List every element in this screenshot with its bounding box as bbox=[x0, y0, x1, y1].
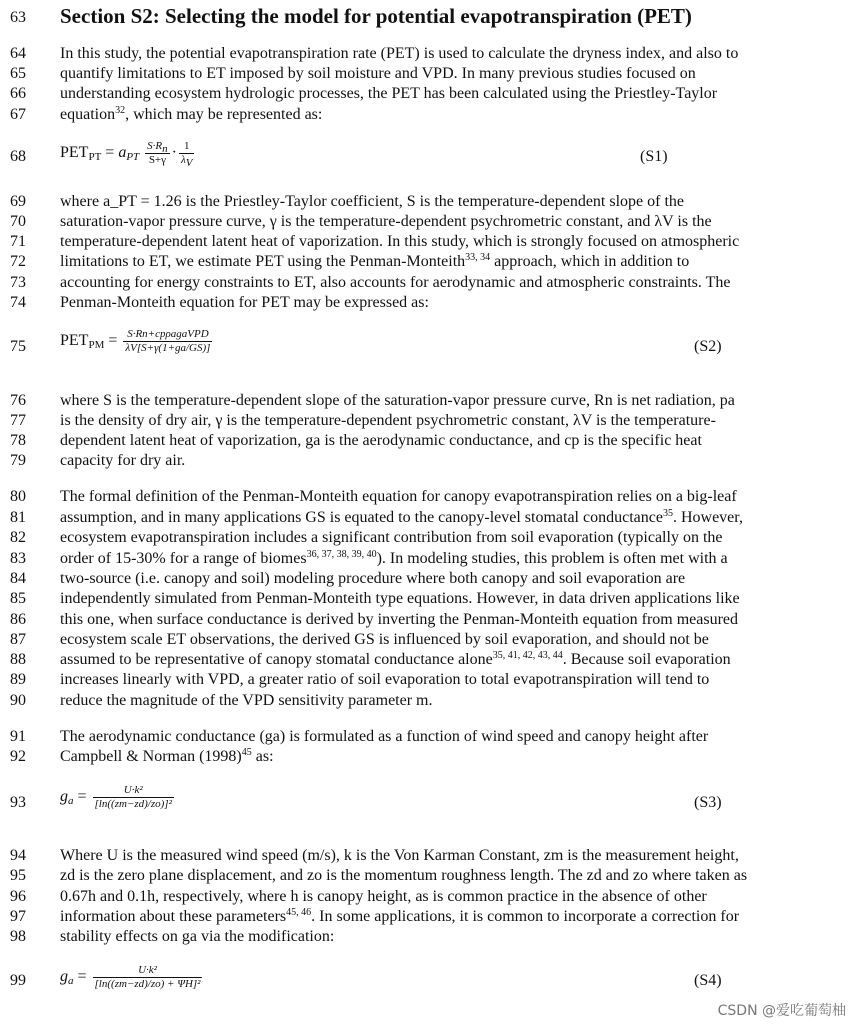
text-line: ecosystem scale ET observations, the derived GS is influenced by soil evaporation, and should not be bbox=[60, 631, 709, 648]
line-number: 77 bbox=[10, 412, 26, 429]
fraction: $\frac{\text{U·k²}}{\text{[ln((zm−zd)/zo)]²}}$ bbox=[94, 784, 172, 810]
text-line: saturation-vapor pressure curve, γ is the temperature-dependent psychrometric constant, and λV is the bbox=[60, 213, 712, 230]
text-line: ecosystem evapotranspiration includes a significant contribution from soil evaporation (typically on the bbox=[60, 529, 723, 546]
text-line: The formal definition of the Penman-Monteith equation for canopy evapotranspiration relies on a big-leaf bbox=[60, 488, 737, 505]
citation: 32 bbox=[115, 105, 126, 116]
text-line: assumption, and in many applications GS is equated to the canopy-level stomatal conductance$^{35}$. However, bbox=[60, 508, 743, 526]
line-number: 68 bbox=[10, 148, 26, 165]
text-line: limitations to ET, we estimate PET using the Penman-Monteith$^{33, 34}$ approach, which in addition to bbox=[60, 252, 690, 270]
line-number: 76 bbox=[10, 392, 26, 409]
line-number: 92 bbox=[10, 748, 26, 765]
equation-s3: $g_a$ = $\frac{\text{U·k²}}{\text{[ln((zm−zd)/zo)]²}}$ bbox=[60, 784, 172, 810]
text-line: order of 15-30% for a range of biomes$^{36, 37, 38, 39, 40}$). In modeling studies, this problem is often met with a bbox=[60, 549, 728, 567]
line-number: 70 bbox=[10, 213, 26, 230]
equation-number: (S2) bbox=[694, 338, 722, 355]
citation: 35, 41, 42, 43, 44 bbox=[492, 650, 563, 661]
line-number: 65 bbox=[10, 65, 26, 82]
watermark: CSDN @爱吃葡萄柚 bbox=[717, 1003, 846, 1019]
line-number: 63 bbox=[10, 9, 26, 26]
text-line: where S is the temperature-dependent slope of the saturation-vapor pressure curve, Rn is net radiation, pa bbox=[60, 392, 735, 409]
text-line: dependent latent heat of vaporization, ga is the aerodynamic conductance, and cp is the specific heat bbox=[60, 432, 702, 449]
text-line: two-source (i.e. canopy and soil) modeling procedure where both canopy and soil evaporation are bbox=[60, 570, 686, 587]
line-number: 78 bbox=[10, 432, 26, 449]
line-number: 80 bbox=[10, 488, 26, 505]
equation-number: (S1) bbox=[640, 148, 668, 165]
line-number: 66 bbox=[10, 85, 26, 102]
text-line: Where U is the measured wind speed (m/s), k is the Von Karman Constant, zm is the measurement height, bbox=[60, 847, 739, 864]
line-number: 86 bbox=[10, 611, 26, 628]
equation-s2: $PET_{PM}$ = $\frac{\text{S·Rn+cpρagaVPD}}{\lambda V[S+\gamma(1+ga/GS)]}$ bbox=[60, 328, 211, 354]
line-number: 94 bbox=[10, 847, 26, 864]
text-line: is the density of dry air, γ is the temperature-dependent psychrometric constant, λV is the temperature- bbox=[60, 412, 716, 429]
fraction: $\frac{\text{S·Rn+cpρagaVPD}}{\lambda V[S+\gamma(1+ga/GS)]}$ bbox=[125, 328, 211, 354]
text-line: reduce the magnitude of the VPD sensitivity parameter m. bbox=[60, 692, 433, 709]
citation: 35 bbox=[662, 508, 673, 519]
citation: 33, 34 bbox=[465, 252, 491, 263]
fraction: $\frac{S\cdot R_n}{S+\gamma}$ bbox=[147, 140, 168, 166]
text-line: zd is the zero plane displacement, and zo is the momentum roughness length. The zd and zo where taken as bbox=[60, 867, 748, 884]
text-line: temperature-dependent latent heat of vaporization. In this study, which is strongly focused on atmospheric bbox=[60, 233, 740, 250]
line-number: 81 bbox=[10, 509, 26, 526]
text-line: The aerodynamic conductance (ga) is formulated as a function of wind speed and canopy height after bbox=[60, 728, 709, 745]
text-line: independently simulated from Penman-Monteith type equations. However, in data driven applications like bbox=[60, 590, 740, 607]
text-line: this one, when surface conductance is derived by inverting the Penman-Monteith equation from measured bbox=[60, 611, 739, 628]
text-line: understanding ecosystem hydrologic processes, the PET has been calculated using the Priestley-Taylor bbox=[60, 85, 718, 102]
line-number: 99 bbox=[10, 972, 26, 989]
fraction: $\frac{1}{\lambda_V}$ bbox=[180, 140, 193, 169]
line-number: 75 bbox=[10, 338, 26, 355]
text-line: stability effects on ga via the modification: bbox=[60, 928, 335, 945]
line-number: 88 bbox=[10, 651, 26, 668]
line-number: 96 bbox=[10, 888, 26, 905]
text-line: capacity for dry air. bbox=[60, 452, 186, 469]
line-number: 89 bbox=[10, 671, 26, 688]
equation-s1: $PET_{PT} = a_{PT}$ $\frac{S\cdot R_n}{S+\gamma}$ · $\frac{1}{\lambda_V}$ bbox=[60, 140, 193, 169]
text-line: assumed to be representative of canopy stomatal conductance alone$^{35, 41, 42, 43, 44}$. Because soil evaporation bbox=[60, 650, 731, 668]
line-number: 84 bbox=[10, 570, 26, 587]
line-number: 69 bbox=[10, 193, 26, 210]
fraction: $\frac{\text{U·k²}}{\text{[ln((zm−zd)/zo) + ΨH]²}}$ bbox=[94, 964, 201, 990]
citation: 45, 46 bbox=[286, 907, 312, 918]
line-number: 98 bbox=[10, 928, 26, 945]
line-number: 95 bbox=[10, 867, 26, 884]
equation-number: (S4) bbox=[694, 972, 722, 989]
text-line: 0.67h and 0.1h, respectively, where h is canopy height, as is common practice in the absence of other bbox=[60, 888, 707, 905]
text-line: In this study, the potential evapotranspiration rate (PET) is used to calculate the dryness index, and also to bbox=[60, 45, 739, 62]
line-number: 97 bbox=[10, 908, 26, 925]
line-number: 82 bbox=[10, 529, 26, 546]
equation-s4: $g_a$ = $\frac{\text{U·k²}}{\text{[ln((zm−zd)/zo) + ΨH]²}}$ bbox=[60, 964, 201, 990]
line-number: 64 bbox=[10, 45, 26, 62]
line-number: 83 bbox=[10, 550, 26, 567]
section-heading: Section S2: Selecting the model for potential evapotranspiration (PET) bbox=[60, 4, 692, 28]
line-number: 90 bbox=[10, 692, 26, 709]
text-line: increases linearly with VPD, a greater ratio of soil evaporation to total evapotranspiration will tend to bbox=[60, 671, 710, 688]
citation: 45 bbox=[241, 747, 252, 758]
line-number: 85 bbox=[10, 590, 26, 607]
line-number: 74 bbox=[10, 294, 26, 311]
text-line: Penman-Monteith equation for PET may be expressed as: bbox=[60, 294, 429, 311]
line-number: 73 bbox=[10, 274, 26, 291]
line-number: 72 bbox=[10, 253, 26, 270]
text-line: information about these parameters$^{45, 46}$. In some applications, it is common to incorporate a correction for bbox=[60, 907, 740, 925]
line-number: 93 bbox=[10, 794, 26, 811]
text-line: Campbell & Norman $(1998)^{45}$ as: bbox=[60, 747, 274, 765]
line-number: 79 bbox=[10, 452, 26, 469]
equation-number: (S3) bbox=[694, 794, 722, 811]
text-line: accounting for energy constraints to ET, also accounts for aerodynamic and atmospheric constraints. The bbox=[60, 274, 731, 291]
text-line: where a_PT = 1.26 is the Priestley-Taylor coefficient, S is the temperature-dependent slope of the bbox=[60, 193, 685, 210]
line-number: 87 bbox=[10, 631, 26, 648]
line-number: 91 bbox=[10, 728, 26, 745]
citation: 36, 37, 38, 39, 40 bbox=[306, 549, 377, 560]
text-line: equation$^{32}$, which may be represented as: bbox=[60, 105, 323, 123]
line-number: 67 bbox=[10, 106, 26, 123]
text-line: quantify limitations to ET imposed by soil moisture and VPD. In many previous studies focused on bbox=[60, 65, 696, 82]
line-number: 71 bbox=[10, 233, 26, 250]
